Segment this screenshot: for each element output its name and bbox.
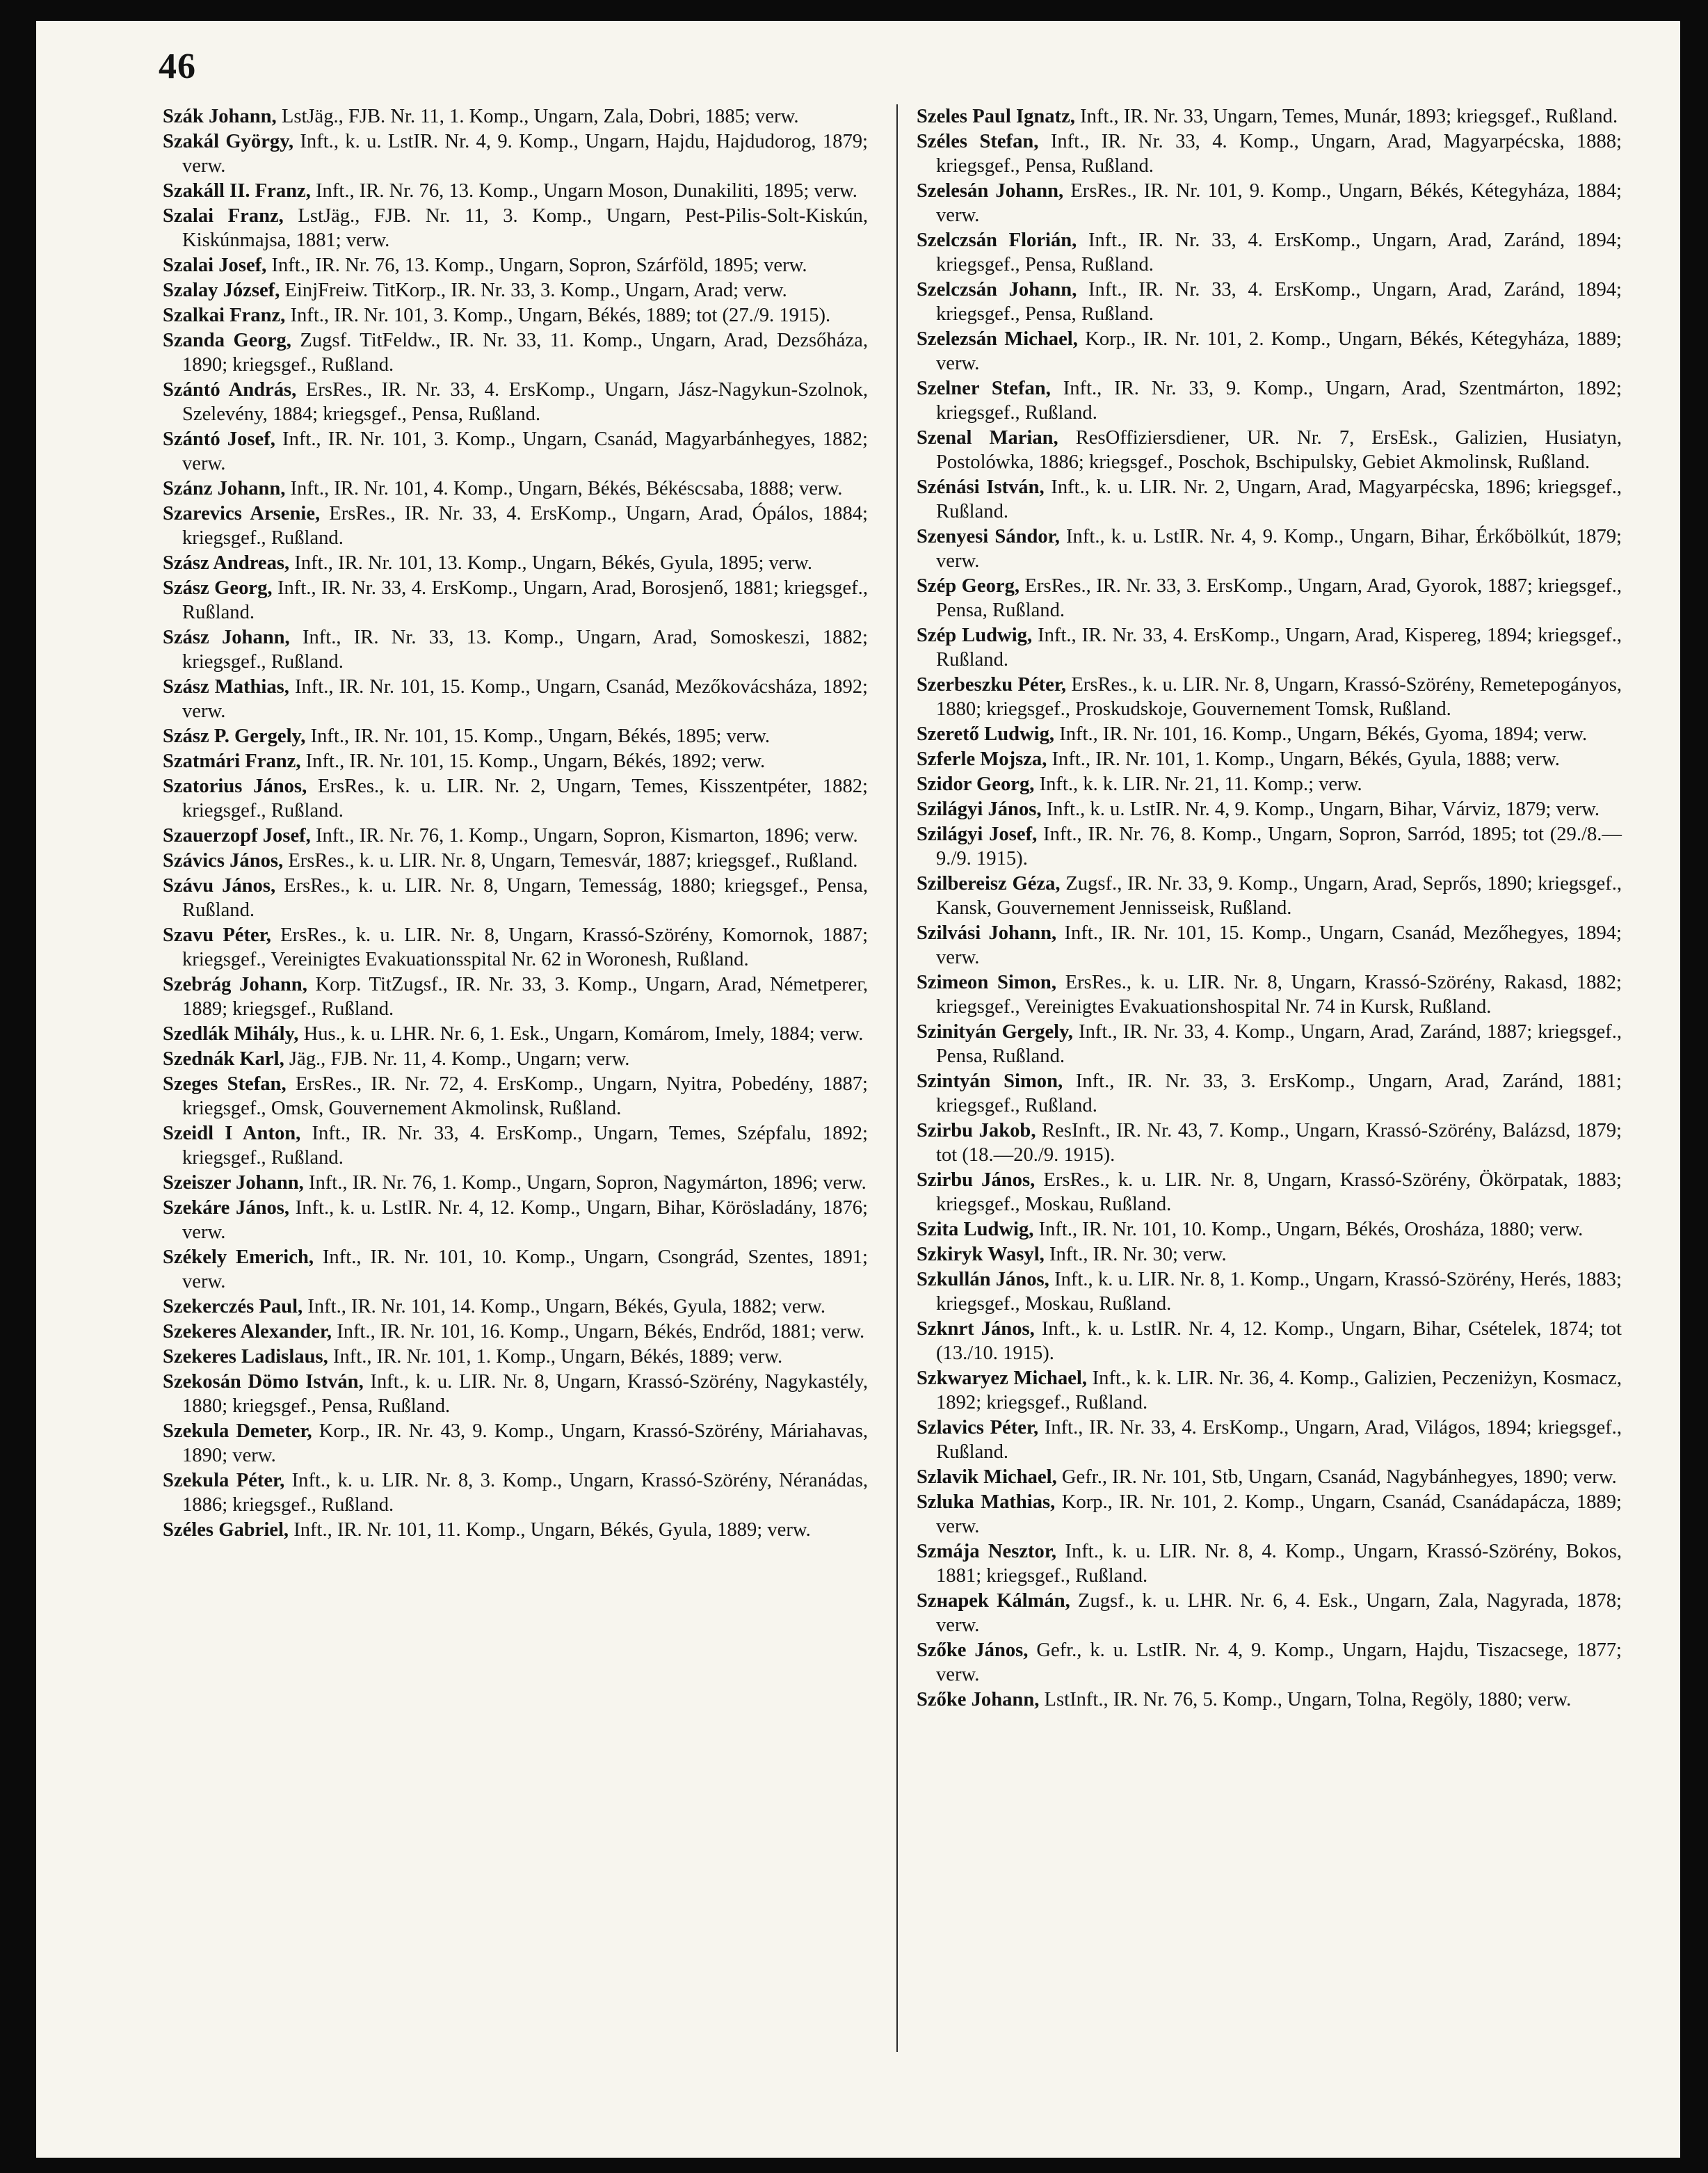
casualty-entry bbox=[163, 1518, 868, 1542]
casualty-entry bbox=[163, 104, 868, 129]
entry-name: Szekeres Alexander, bbox=[163, 1321, 332, 1342]
entry-details: Zugsf., k. u. LHR. Nr. 6, 4. Esk., Ungarn, Zala, Nagyrada, 1878; verw. bbox=[936, 1590, 1622, 1636]
casualty-entry bbox=[163, 1419, 868, 1468]
casualty-entry bbox=[163, 874, 868, 922]
entry-details: Inft., IR. Nr. 101, 15. Komp., Ungarn, Csanád, Mezőhegyes, 1894; verw. bbox=[936, 922, 1622, 968]
casualty-entry bbox=[917, 228, 1622, 277]
casualty-entry bbox=[917, 179, 1622, 227]
entry-details: Korp., IR. Nr. 43, 9. Komp., Ungarn, Krassó-Szörény, Máriahavas, 1890; verw. bbox=[182, 1420, 868, 1466]
casualty-entry bbox=[163, 278, 868, 303]
entry-details: ErsRes., k. u. LIR. Nr. 2, Ungarn, Temes, Kisszentpéter, 1882; kriegsgef., Rußland. bbox=[182, 776, 868, 821]
entry-name: Szilbereisz Géza, bbox=[917, 873, 1061, 895]
casualty-entry bbox=[163, 576, 868, 625]
entry-details: Gefr., IR. Nr. 101, Stb, Ungarn, Csanád, Nagybánhegyes, 1890; verw. bbox=[1056, 1466, 1617, 1488]
entry-details: Hus., k. u. LHR. Nr. 6, 1. Esk., Ungarn, Komárom, Imely, 1884; verw. bbox=[298, 1023, 864, 1045]
entry-details: ErsRes., k. u. LIR. Nr. 8, Ungarn, Krassó-Szörény, Ökörpatak, 1883; kriegsgef., Moskau, Rußland. bbox=[936, 1169, 1622, 1215]
entry-details: Inft., IR. Nr. 33, Ungarn, Temes, Munár, 1893; kriegsgef., Rußland. bbox=[1074, 106, 1618, 127]
entry-name: Szlavics Péter, bbox=[917, 1417, 1039, 1438]
entry-details: Inft., IR. Nr. 76, 8. Komp., Ungarn, Sopron, Sarród, 1895; tot (29./8.—9./9. 1915). bbox=[936, 824, 1622, 869]
casualty-entry bbox=[163, 1294, 868, 1319]
entry-name: Szalai Josef, bbox=[163, 255, 267, 276]
entry-name: Szkiryk Wasyl, bbox=[917, 1244, 1045, 1265]
entry-name: Szelner Stefan, bbox=[917, 378, 1051, 399]
entry-details: Inft., IR. Nr. 101, 1. Komp., Ungarn, Békés, 1889; verw. bbox=[328, 1346, 783, 1368]
entry-name: Szarevics Arsenie, bbox=[163, 503, 321, 524]
casualty-entry bbox=[917, 822, 1622, 871]
entry-name: Szerbeszku Péter, bbox=[917, 674, 1067, 696]
entry-details: EinjFreiw. TitKorp., IR. Nr. 33, 3. Komp., Ungarn, Arad; verw. bbox=[280, 280, 787, 301]
entry-name: Szelesán Johann, bbox=[917, 180, 1064, 202]
casualty-entry bbox=[163, 378, 868, 426]
entry-name: Szeidl I Anton, bbox=[163, 1123, 301, 1144]
entry-name: Székely Emerich, bbox=[163, 1246, 314, 1268]
casualty-entry bbox=[917, 797, 1622, 821]
casualty-entry bbox=[917, 1638, 1622, 1687]
entry-name: Szávu János, bbox=[163, 875, 276, 897]
entry-details: Inft., IR. Nr. 33, 4. Komp., Ungarn, Arad, Zaránd, 1887; kriegsgef., Pensa, Rußland. bbox=[936, 1021, 1622, 1067]
entry-name: Szebrág Johann, bbox=[163, 974, 307, 995]
entry-details: Inft., k. u. LIR. Nr. 2, Ungarn, Arad, Magyarpécska, 1896; kriegsgef., Rußland. bbox=[936, 476, 1622, 522]
casualty-entry bbox=[917, 376, 1622, 425]
entry-name: Szép Georg, bbox=[917, 575, 1020, 597]
entry-name: Szekerczés Paul, bbox=[163, 1296, 303, 1317]
entry-details: LstJäg., FJB. Nr. 11, 3. Komp., Ungarn, Pest-Pilis-Solt-Kiskún, Kiskúnmajsa, 1881; verw. bbox=[182, 205, 869, 251]
entry-name: Szirbu János, bbox=[917, 1169, 1036, 1191]
entry-details: Inft., k. k. LIR. Nr. 36, 4. Komp., Galizien, Peczeniżyn, Kosmacz, 1892; kriegsgef., Rußland. bbox=[936, 1368, 1622, 1413]
entry-name: Szász Andreas, bbox=[163, 552, 290, 574]
casualty-entry bbox=[917, 1267, 1622, 1316]
casualty-entry bbox=[163, 675, 868, 723]
casualty-entry bbox=[163, 502, 868, 550]
left-column bbox=[163, 104, 868, 1543]
entry-name: Szilágyi János, bbox=[917, 799, 1042, 820]
casualty-entry bbox=[163, 129, 868, 178]
entry-details: Inft., IR. Nr. 33, 9. Komp., Ungarn, Arad, Szentmárton, 1892; kriegsgef., Rußland. bbox=[936, 378, 1622, 424]
entry-details: Zugsf. TitFeldw., IR. Nr. 33, 11. Komp., Ungarn, Arad, Dezsőháza, 1890; kriegsgef., Rußland. bbox=[182, 330, 868, 376]
entry-details: Inft., k. u. LstIR. Nr. 4, 12. Komp., Ungarn, Bihar, Körösladány, 1876; verw. bbox=[182, 1197, 868, 1243]
entry-name: Szilágyi Josef, bbox=[917, 824, 1038, 845]
entry-details: Inft., IR. Nr. 101, 15. Komp., Ungarn, Békés, 1892; verw. bbox=[300, 751, 766, 772]
entry-details: Inft., k. u. LIR. Nr. 8, 1. Komp., Ungarn, Krassó-Szörény, Herés, 1883; kriegsgef., Moskau, Rußland. bbox=[936, 1269, 1622, 1315]
entry-details: ErsRes., k. u. LIR. Nr. 8, Ungarn, Temesság, 1880; kriegsgef., Pensa, Rußland. bbox=[182, 875, 868, 921]
entry-name: Szauerzopf Josef, bbox=[163, 825, 311, 847]
casualty-entry bbox=[163, 551, 868, 575]
entry-name: Szlavik Michael, bbox=[917, 1466, 1057, 1488]
casualty-entry bbox=[163, 1370, 868, 1418]
entry-details: Inft., k. u. LstIR. Nr. 4, 12. Komp., Ungarn, Bihar, Csételek, 1874; tot (13./10. 1915). bbox=[936, 1318, 1622, 1364]
entry-details: Inft., IR. Nr. 33, 4. ErsKomp., Ungarn, Arad, Világos, 1894; kriegsgef., Rußland. bbox=[936, 1417, 1622, 1463]
casualty-entry bbox=[917, 574, 1622, 623]
casualty-entry bbox=[917, 1069, 1622, 1118]
casualty-entry bbox=[917, 1490, 1622, 1539]
casualty-entry bbox=[917, 1020, 1622, 1068]
casualty-entry bbox=[163, 1245, 868, 1294]
casualty-entry bbox=[917, 1217, 1622, 1242]
entry-name: Szimeon Simon, bbox=[917, 972, 1056, 993]
entry-name: Szász Johann, bbox=[163, 627, 290, 648]
entry-details: Inft., IR. Nr. 76, 13. Komp., Ungarn Moson, Dunakiliti, 1895; verw. bbox=[310, 180, 857, 202]
page-number: 46 bbox=[159, 47, 196, 86]
entry-details: ErsRes., k. u. LIR. Nr. 8, Ungarn, Krassó-Szörény, Remetepogányos, 1880; kriegsgef., Proskudskoje, Gouvernement Tomsk, Rußland. bbox=[936, 674, 1622, 720]
casualty-entry bbox=[917, 872, 1622, 920]
entry-details: LstJäg., FJB. Nr. 11, 1. Komp., Ungarn, Zala, Dobri, 1885; verw. bbox=[276, 106, 799, 127]
casualty-entry bbox=[163, 749, 868, 773]
entry-details: Inft., IR. Nr. 76, 1. Komp., Ungarn, Sopron, Nagymárton, 1896; verw. bbox=[303, 1172, 867, 1194]
entry-name: Szenyesi Sándor, bbox=[917, 526, 1060, 547]
entry-details: Inft., IR. Nr. 101, 13. Komp., Ungarn, Békés, Gyula, 1895; verw. bbox=[289, 552, 812, 574]
entry-details: Inft., IR. Nr. 101, 15. Komp., Ungarn, Csanád, Mezőkovácsháza, 1892; verw. bbox=[182, 676, 868, 722]
casualty-entry bbox=[917, 1539, 1622, 1588]
entry-name: Szferle Mojsza, bbox=[917, 748, 1047, 770]
scan-border-left bbox=[0, 0, 36, 2173]
entry-name: Széles Stefan, bbox=[917, 131, 1039, 152]
casualty-entry bbox=[917, 426, 1622, 474]
casualty-entry bbox=[163, 923, 868, 972]
entry-name: Szakáll II. Franz, bbox=[163, 180, 311, 202]
entry-name: Szekeres Ladislaus, bbox=[163, 1346, 328, 1368]
entry-details: Korp. TitZugsf., IR. Nr. 33, 3. Komp., Ungarn, Arad, Németperег, 1889; kriegsgef., Rußland. bbox=[182, 974, 868, 1020]
casualty-entry bbox=[163, 774, 868, 823]
entry-name: Szknrt János, bbox=[917, 1318, 1035, 1340]
entry-details: Inft., IR. Nr. 101, 3. Komp., Ungarn, Csanád, Magyarbánhegyes, 1882; verw. bbox=[182, 428, 869, 474]
entry-name: Szávics János, bbox=[163, 850, 284, 872]
casualty-entry bbox=[917, 747, 1622, 771]
entry-details: ResOffiziersdiener, UR. Nr. 7, ErsEsk., Galizien, Husiatyn, Postolówka, 1886; kriegsgef., Poschok, Bschipulsky, Gebiet Akmolinsk, Rußland. bbox=[936, 427, 1622, 473]
entry-details: Inft., IR. Nr. 33, 4. ErsKomp., Ungarn, Arad, Zaránd, 1894; kriegsgef., Pensa, Rußland. bbox=[936, 230, 1622, 275]
entry-name: Szenal Marian, bbox=[917, 427, 1058, 449]
casualty-entry bbox=[917, 921, 1622, 970]
entry-details: Inft., IR. Nr. 33, 13. Komp., Ungarn, Arad, Somoskeszi, 1882; kriegsgef., Rußland. bbox=[182, 627, 868, 673]
casualty-entry bbox=[917, 623, 1622, 672]
entry-details: Inft., IR. Nr. 33, 4. ErsKomp., Ungarn, Arad, Zaránd, 1894; kriegsgef., Pensa, Rußland. bbox=[936, 279, 1622, 325]
entry-name: Szнapek Kálmán, bbox=[917, 1590, 1070, 1612]
entry-details: Inft., IR. Nr. 101, 16. Komp., Ungarn, Békés, Gyoma, 1894; verw. bbox=[1054, 723, 1588, 745]
entry-details: Inft., IR. Nr. 33, 4. ErsKomp., Ungarn, Arad, Kispereg, 1894; kriegsgef., Rußland. bbox=[936, 625, 1622, 671]
entry-details: Inft., IR. Nr. 76, 1. Komp., Ungarn, Sopron, Kismarton, 1896; verw. bbox=[310, 825, 858, 847]
casualty-entry bbox=[163, 328, 868, 377]
entry-name: Szeiszer Johann, bbox=[163, 1172, 304, 1194]
entry-details: Inft., IR. Nr. 30; verw. bbox=[1044, 1244, 1227, 1265]
casualty-entry bbox=[163, 1072, 868, 1121]
entry-details: ErsRes., IR. Nr. 33, 3. ErsKomp., Ungarn, Arad, Gyorok, 1887; kriegsgef., Pensa, Rußland. bbox=[936, 575, 1622, 621]
entry-name: Szántó Josef, bbox=[163, 428, 275, 450]
entry-name: Szmája Nesztor, bbox=[917, 1541, 1057, 1562]
entry-name: Szavu Péter, bbox=[163, 924, 271, 946]
casualty-entry bbox=[163, 476, 868, 501]
entry-details: Jäg., FJB. Nr. 11, 4. Komp., Ungarn; verw. bbox=[284, 1048, 630, 1070]
casualty-entry bbox=[917, 1242, 1622, 1267]
entry-name: Szász P. Gergely, bbox=[163, 725, 306, 747]
entry-name: Széles Gabriel, bbox=[163, 1519, 289, 1541]
entry-name: Szeges Stefan, bbox=[163, 1073, 287, 1095]
entry-name: Szkwaryez Michael, bbox=[917, 1368, 1088, 1389]
entry-name: Szita Ludwig, bbox=[917, 1219, 1034, 1240]
entry-details: Inft., k. u. LstIR. Nr. 4, 9. Komp., Ungarn, Bihar, Várviz, 1879; verw. bbox=[1041, 799, 1600, 820]
entry-name: Szinityán Gergely, bbox=[917, 1021, 1073, 1043]
casualty-entry bbox=[163, 1345, 868, 1369]
entry-name: Szakál György, bbox=[163, 131, 294, 152]
entry-details: ErsRes., k. u. LIR. Nr. 8, Ungarn, Temesvár, 1887; kriegsgef., Rußland. bbox=[283, 850, 858, 872]
entry-name: Szalay József, bbox=[163, 280, 280, 301]
entry-name: Szluka Mathias, bbox=[917, 1491, 1056, 1513]
entry-details: Inft., IR. Nr. 101, 4. Komp., Ungarn, Békés, Békéscsaba, 1888; verw. bbox=[285, 478, 843, 499]
casualty-entry bbox=[917, 475, 1622, 524]
casualty-entry bbox=[163, 849, 868, 873]
entry-details: Gefr., k. u. LstIR. Nr. 4, 9. Komp., Ungarn, Hajdu, Tiszacsege, 1877; verw. bbox=[936, 1639, 1622, 1685]
entry-details: Korp., IR. Nr. 101, 2. Komp., Ungarn, Békés, Kétegyháza, 1889; verw. bbox=[936, 328, 1622, 374]
entry-details: Inft., k. k. LIR. Nr. 21, 11. Komp.; verw. bbox=[1034, 773, 1362, 795]
entry-details: ErsRes., IR. Nr. 101, 9. Komp., Ungarn, Békés, Kétegyháza, 1884; verw. bbox=[936, 180, 1622, 226]
entry-name: Szekula Péter, bbox=[163, 1470, 285, 1491]
casualty-entry bbox=[917, 970, 1622, 1019]
entry-name: Szánz Johann, bbox=[163, 478, 286, 499]
right-column bbox=[917, 104, 1622, 1713]
casualty-entry bbox=[163, 253, 868, 278]
entry-details: ErsRes., IR. Nr. 72, 4. ErsKomp., Ungarn, Nyitra, Pobedény, 1887; kriegsgef., Omsk, Gouvernement Akmolinsk, Rußland. bbox=[182, 1073, 868, 1119]
entry-name: Szalkai Franz, bbox=[163, 305, 286, 326]
casualty-entry bbox=[163, 1121, 868, 1170]
entry-name: Szedlák Mihály, bbox=[163, 1023, 299, 1045]
entry-details: Korp., IR. Nr. 101, 2. Komp., Ungarn, Csanád, Csanádapácza, 1889; verw. bbox=[936, 1491, 1622, 1537]
casualty-entry bbox=[163, 625, 868, 674]
casualty-entry bbox=[163, 1320, 868, 1344]
entry-name: Szelczsán Florián, bbox=[917, 230, 1077, 251]
column-divider bbox=[896, 104, 898, 2052]
entry-name: Szekosán Dömo István, bbox=[163, 1371, 364, 1393]
entry-details: Inft., IR. Nr. 101, 10. Komp., Ungarn, Csongrád, Szentes, 1891; verw. bbox=[182, 1246, 869, 1292]
entry-name: Szelczsán Johann, bbox=[917, 279, 1077, 300]
entry-name: Szilvási Johann, bbox=[917, 922, 1057, 944]
casualty-entry bbox=[917, 1118, 1622, 1167]
entry-details: Inft., IR. Nr. 33, 4. ErsKomp., Ungarn, Arad, Borosjenő, 1881; kriegsgef., Rußland. bbox=[182, 577, 868, 623]
casualty-entry bbox=[163, 1022, 868, 1046]
entry-details: Inft., IR. Nr. 101, 10. Komp., Ungarn, Békés, Orosháza, 1880; verw. bbox=[1033, 1219, 1584, 1240]
entry-details: Inft., IR. Nr. 101, 3. Komp., Ungarn, Békés, 1889; tot (27./9. 1915). bbox=[285, 305, 831, 326]
entry-name: Szintyán Simon, bbox=[917, 1071, 1063, 1092]
entry-details: LstInft., IR. Nr. 76, 5. Komp., Ungarn, Tolna, Regöly, 1880; verw. bbox=[1039, 1689, 1572, 1710]
entry-name: Szelezsán Michael, bbox=[917, 328, 1078, 350]
casualty-entry bbox=[917, 1687, 1622, 1712]
entry-name: Szerető Ludwig, bbox=[917, 723, 1055, 745]
entry-details: Inft., IR. Nr. 101, 16. Komp., Ungarn, Békés, Endrőd, 1881; verw. bbox=[332, 1321, 865, 1342]
entry-name: Szász Mathias, bbox=[163, 676, 289, 698]
casualty-entry bbox=[163, 1468, 868, 1517]
casualty-entry bbox=[917, 129, 1622, 178]
entry-details: ErsRes., k. u. LIR. Nr. 8, Ungarn, Krassó-Szörény, Rakasd, 1882; kriegsgef., Vereinigtes Evakuationshospital Nr. 74 in Kursk, Rußland. bbox=[936, 972, 1622, 1018]
casualty-entry bbox=[163, 972, 868, 1021]
entry-details: Inft., k. u. LIR. Nr. 8, Ungarn, Krassó-Szörény, Nagykastély, 1880; kriegsgef., Pensa, Rußland. bbox=[182, 1371, 869, 1417]
scan-border-right bbox=[1680, 0, 1708, 2173]
entry-name: Szép Ludwig, bbox=[917, 625, 1033, 646]
casualty-entry bbox=[917, 1366, 1622, 1415]
entry-details: Inft., IR. Nr. 101, 15. Komp., Ungarn, Békés, 1895; verw. bbox=[305, 725, 771, 747]
casualty-entry bbox=[917, 1317, 1622, 1365]
entry-name: Szénási István, bbox=[917, 476, 1045, 498]
casualty-entry bbox=[917, 772, 1622, 796]
entry-name: Szanda Georg, bbox=[163, 330, 291, 351]
entry-details: ResInft., IR. Nr. 43, 7. Komp., Ungarn, Krassó-Szörény, Balázsd, 1879; tot (18.—20./9. 1915). bbox=[936, 1120, 1622, 1166]
entry-details: Inft., k. u. LstIR. Nr. 4, 9. Komp., Ungarn, Hajdu, Hajdudorog, 1879; verw. bbox=[182, 131, 868, 177]
entry-details: Inft., IR. Nr. 101, 11. Komp., Ungarn, Békés, Gyula, 1889; verw. bbox=[289, 1519, 811, 1541]
casualty-entry bbox=[163, 303, 868, 328]
entry-name: Szász Georg, bbox=[163, 577, 273, 599]
casualty-entry bbox=[917, 1465, 1622, 1489]
casualty-entry bbox=[163, 724, 868, 748]
entry-name: Szák Johann, bbox=[163, 106, 277, 127]
casualty-entry bbox=[163, 204, 868, 252]
entry-name: Szekáre János, bbox=[163, 1197, 290, 1219]
entry-details: Inft., IR. Nr. 33, 4. ErsKomp., Ungarn, Temes, Szépfalu, 1892; kriegsgef., Rußland. bbox=[182, 1123, 868, 1169]
casualty-entry bbox=[163, 1196, 868, 1244]
casualty-entry bbox=[163, 427, 868, 476]
scan-border-top bbox=[0, 0, 1708, 21]
casualty-entry bbox=[917, 1416, 1622, 1464]
casualty-entry bbox=[917, 722, 1622, 746]
entry-name: Szednák Karl, bbox=[163, 1048, 284, 1070]
entry-name: Szatorius János, bbox=[163, 776, 307, 797]
entry-details: Zugsf., IR. Nr. 33, 9. Komp., Ungarn, Arad, Seprős, 1890; kriegsgef., Kansk, Gouvernement Jennisseisk, Rußland. bbox=[936, 873, 1622, 919]
entry-name: Szekula Demeter, bbox=[163, 1420, 312, 1442]
entry-details: Inft., IR. Nr. 76, 13. Komp., Ungarn, Sopron, Szárföld, 1895; verw. bbox=[266, 255, 807, 276]
entry-details: ErsRes., IR. Nr. 33, 4. ErsKomp., Ungarn, Arad, Ópálos, 1884; kriegsgef., Rußland. bbox=[182, 503, 868, 549]
entry-name: Szkullán János, bbox=[917, 1269, 1049, 1290]
entry-details: Inft., IR. Nr. 101, 14. Komp., Ungarn, Békés, Gyula, 1882; verw. bbox=[303, 1296, 825, 1317]
entry-name: Szirbu Jakob, bbox=[917, 1120, 1036, 1141]
casualty-entry bbox=[163, 1047, 868, 1071]
entry-name: Szidor Georg, bbox=[917, 773, 1035, 795]
entry-details: ErsRes., IR. Nr. 33, 4. ErsKomp., Ungarn, Jász-Nagykun-Szolnok, Szelevény, 1884; kriegsgef., Pensa, Rußland. bbox=[182, 379, 869, 425]
casualty-entry bbox=[917, 327, 1622, 376]
entry-details: Inft., k. u. LIR. Nr. 8, 3. Komp., Ungarn, Krassó-Szörény, Néranádas, 1886; kriegsgef., Rußland. bbox=[182, 1470, 868, 1516]
entry-details: Inft., IR. Nr. 33, 4. Komp., Ungarn, Arad, Magyarpécska, 1888; kriegsgef., Pensa, Rußland. bbox=[936, 131, 1622, 177]
entry-details: Inft., k. u. LstIR. Nr. 4, 9. Komp., Ungarn, Bihar, Érkőbölkút, 1879; verw. bbox=[936, 526, 1622, 572]
casualty-entry bbox=[917, 524, 1622, 573]
entry-name: Szalai Franz, bbox=[163, 205, 284, 227]
casualty-entry bbox=[163, 179, 868, 203]
entry-details: ErsRes., k. u. LIR. Nr. 8, Ungarn, Krassó-Szörény, Komornok, 1887; kriegsgef., Vereinigtes Evakuationsspital Nr. 62 in Woronesh, Rußland. bbox=[182, 924, 869, 970]
casualty-entry bbox=[917, 104, 1622, 129]
entry-name: Szántó András, bbox=[163, 379, 297, 401]
entry-details: Inft., IR. Nr. 33, 3. ErsKomp., Ungarn, Arad, Zaránd, 1881; kriegsgef., Rußland. bbox=[936, 1071, 1622, 1116]
casualty-entry bbox=[917, 278, 1622, 326]
entry-name: Szeles Paul Ignatz, bbox=[917, 106, 1075, 127]
casualty-entry bbox=[163, 1171, 868, 1195]
entry-details: Inft., IR. Nr. 101, 1. Komp., Ungarn, Békés, Gyula, 1888; verw. bbox=[1047, 748, 1560, 770]
entry-name: Szőke Johann, bbox=[917, 1689, 1040, 1710]
entry-name: Szőke János, bbox=[917, 1639, 1029, 1661]
casualty-entry bbox=[917, 673, 1622, 721]
casualty-entry bbox=[163, 824, 868, 848]
casualty-entry bbox=[917, 1168, 1622, 1217]
entry-name: Szatmári Franz, bbox=[163, 751, 301, 772]
casualty-entry bbox=[917, 1589, 1622, 1637]
scan-border-bottom bbox=[0, 2158, 1708, 2173]
entry-details: Inft., k. u. LIR. Nr. 8, 4. Komp., Ungarn, Krassó-Szörény, Bokos, 1881; kriegsgef., Rußland. bbox=[936, 1541, 1622, 1587]
